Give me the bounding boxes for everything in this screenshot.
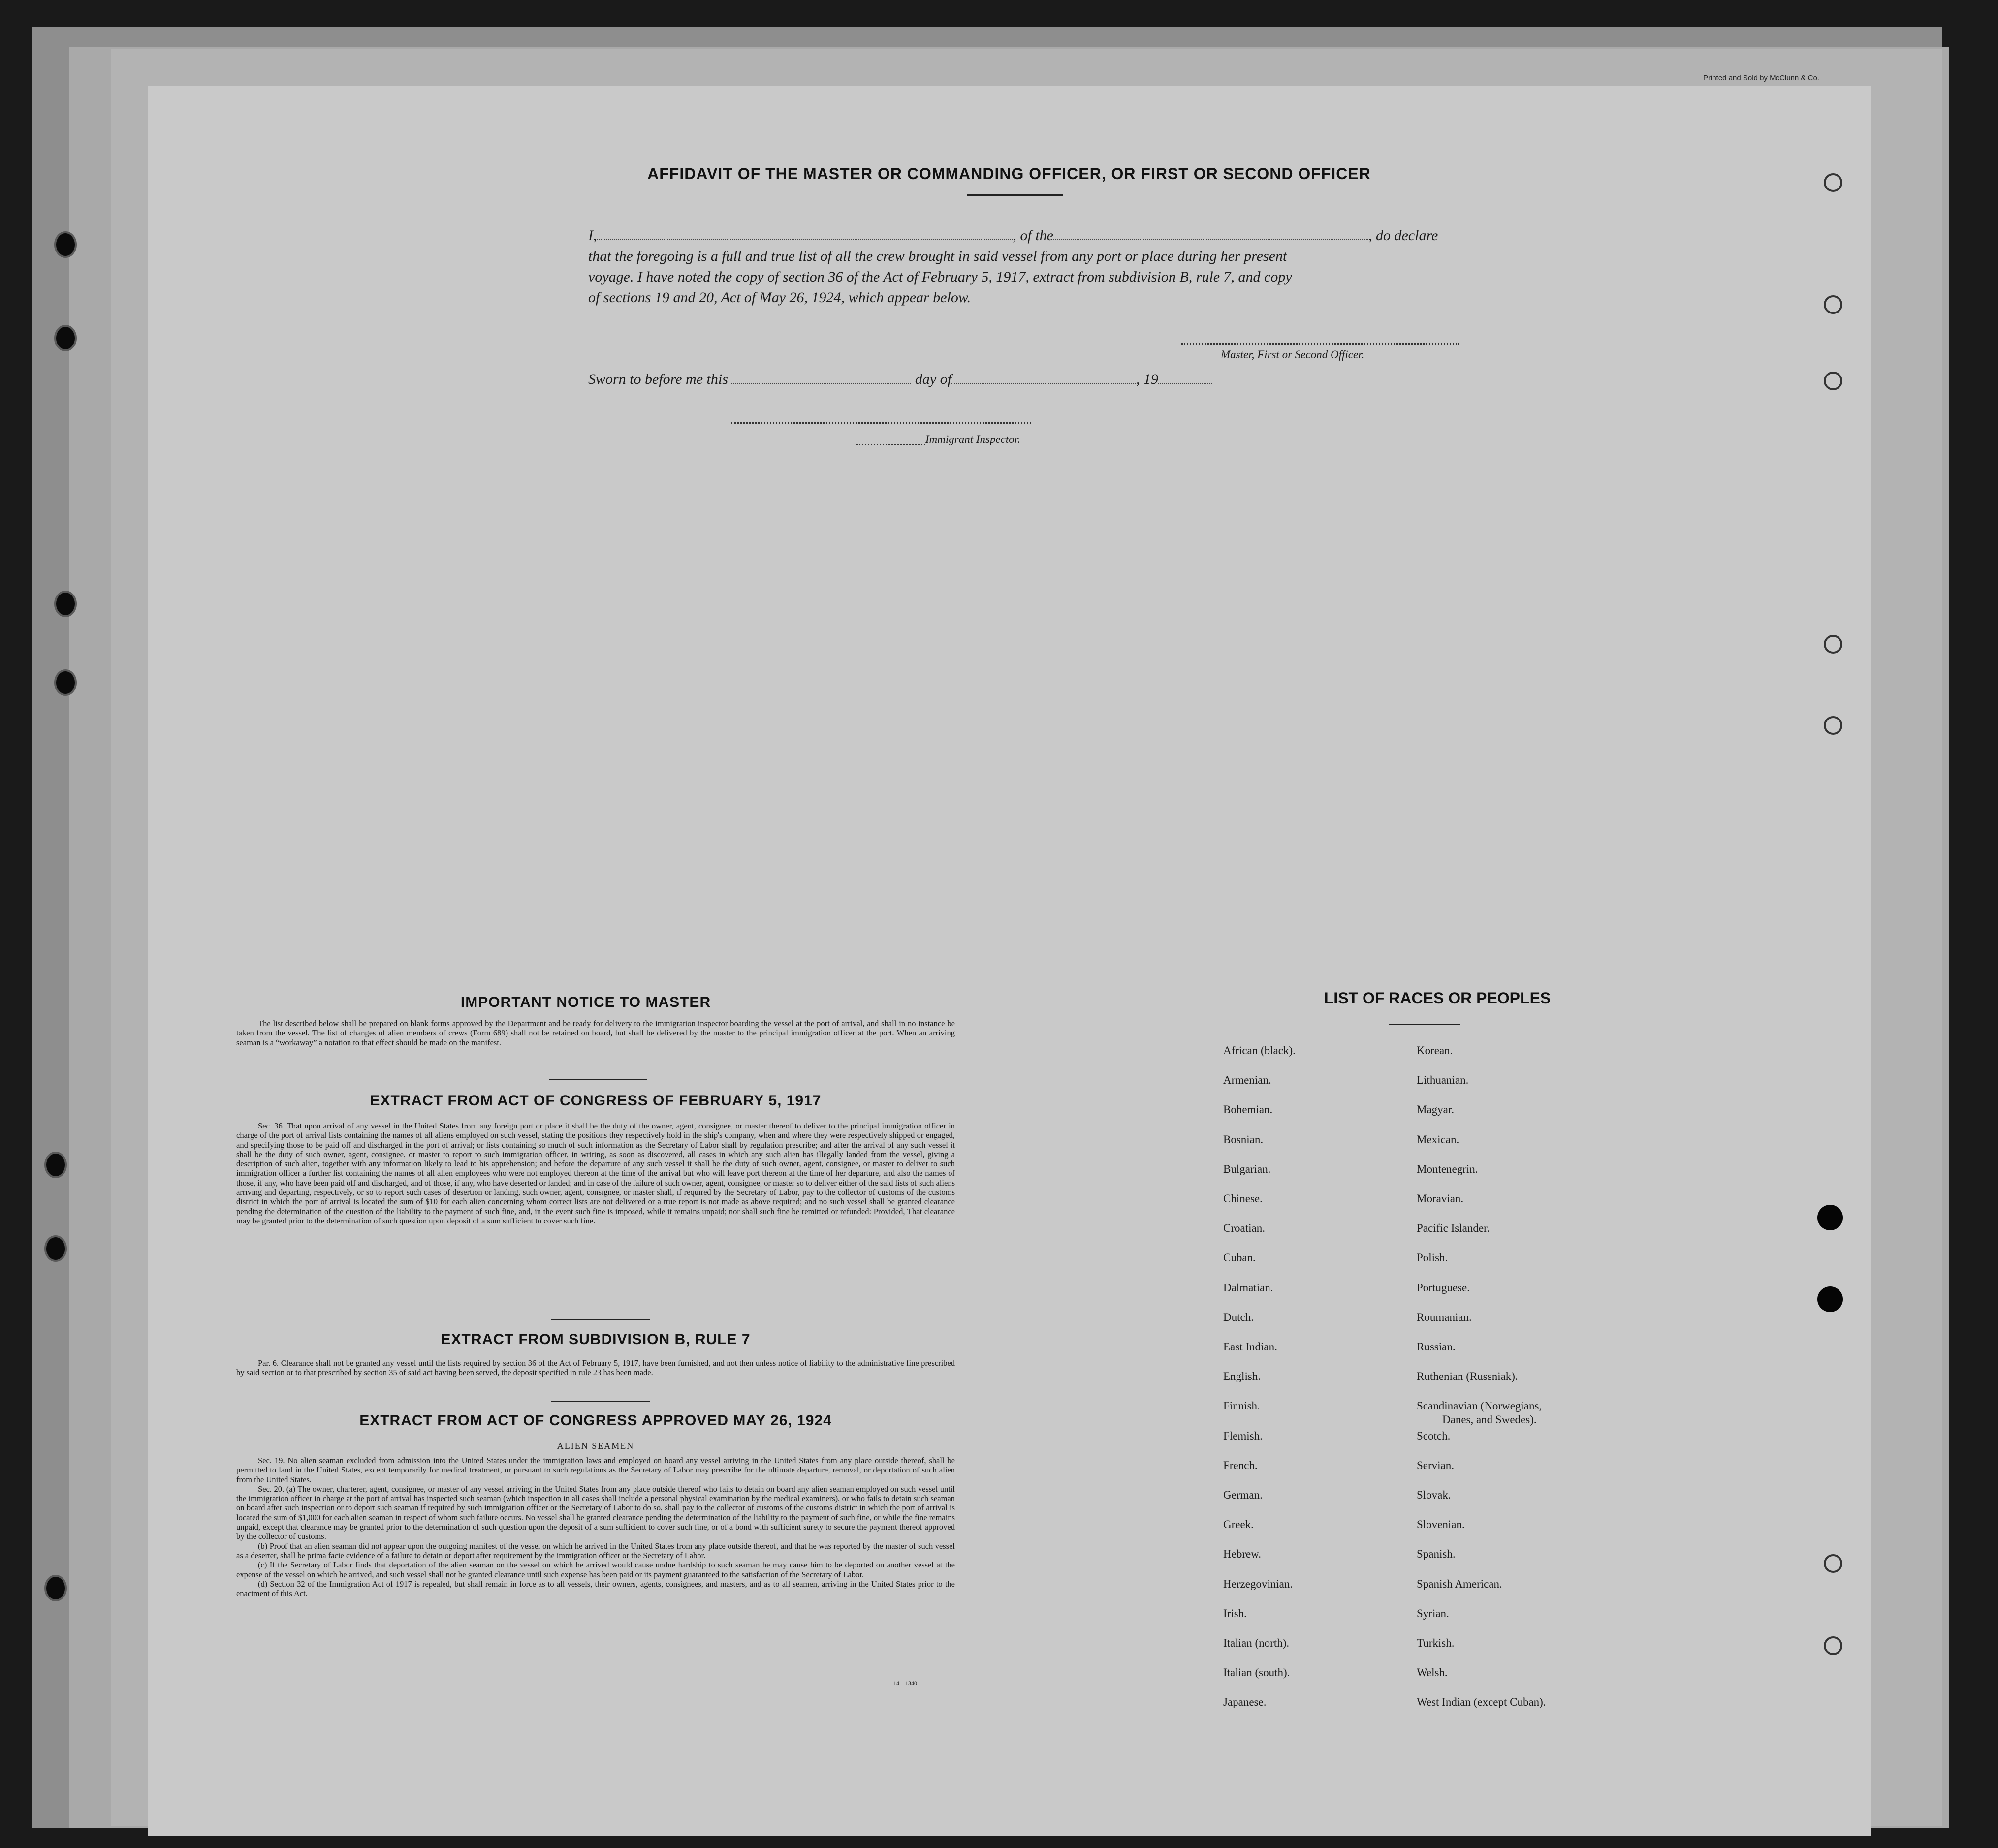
sworn-prefix: Sworn to before me this: [588, 371, 728, 387]
race-item: East Indian.: [1223, 1341, 1277, 1353]
notice-title: IMPORTANT NOTICE TO MASTER: [460, 994, 711, 1010]
race-item: Servian.: [1417, 1459, 1455, 1472]
par6-paragraph: Par. 6. Clearance shall not be granted any vessel until the lists required by section 36 of the Act of February 5, 1917, have been furnished, and not then unless notice of liability to the administrative fine prescribed by said section or to that prescribed by section 35 of said act having been served, the deposit specified in rule 23 has been made.: [236, 1358, 955, 1378]
divider: [549, 1079, 647, 1080]
race-item: Moravian.: [1417, 1192, 1464, 1205]
notice-text: [236, 1019, 955, 1047]
sworn-year-label: , 19: [1136, 371, 1159, 387]
race-item: Bosnian.: [1223, 1133, 1264, 1146]
race-item: Flemish.: [1223, 1429, 1263, 1442]
sec36-paragraph: Sec. 36. That upon arrival of any vessel in the United States from any foreign port or place it shall be the duty of the owner, agent, consignee, or master thereof to deliver to the principal immigration officer in charge of the port of arrival lists containing the names of all aliens employed on such vessel, stating the positions they respectively hold in the ship's company, when and where they were respectively shipped or engaged, and specifying those to be paid off and discharged in the port of arrival; or lists containing so much of such information as the Secretary of Labor shall by regulation prescribe; and after the arrival of any such vessel it shall be the duty of such owner, agent, consignee, or master to report to such immigration officer, in writing, as soon as discovered, all cases in which any such alien has illegally landed from the vessel, giving a description of such alien, together with any information likely to lead to his apprehension; and before the departure of any such vessel it shall be the duty of such owner, agent, consignee, or master to deliver to such immigration officer a further list containing the names of all alien employees who were not employed thereon at the time of the arrival but who will leave port thereon at the time of her departure, and also the names of those, if any, who have been paid off and discharged, and of those, if any, who have deserted or landed; and in case of the failure of such owner, agent, consignee, or master so to deliver either of the said lists of such aliens arriving and departing, respectively, or so to report such cases of desertion or landing, such owner, agent, consignee, or master shall, if required by the Secretary of Labor, pay to the collector of customs of the customs district in which the port of arrival is located the sum of $10 for each alien concerning whom correct lists are not delivered or a true report is not made as above required; and no such vessel shall be granted clearance pending the determination of the question of the liability to the payment of such fine, and, in the event such fine is imposed, while it remains unpaid; nor shall such fine be remitted or refunded: Provided, That clearance may be granted prior to the determination of such question upon deposit of a sum sufficient to cover such fine.: [236, 1121, 955, 1225]
inspector-dotted-lead: [856, 444, 925, 445]
extract-rule7-title: EXTRACT FROM SUBDIVISION B, RULE 7: [441, 1331, 751, 1347]
race-item: Turkish.: [1417, 1637, 1455, 1649]
race-item: Lithuanian.: [1417, 1074, 1469, 1087]
race-item: Polish.: [1417, 1252, 1448, 1264]
race-item: English.: [1223, 1370, 1261, 1383]
affidavit-line-2: that the foregoing is a full and true list of all the crew brought in said vessel from any port or place during her present: [588, 248, 1287, 264]
punch-ring: [1824, 635, 1842, 654]
sworn-line: [588, 369, 1212, 390]
affidavit-line-1: [588, 225, 1438, 246]
race-item: Scandinavian (Norwegians,: [1417, 1400, 1542, 1412]
race-item: Dutch.: [1223, 1311, 1254, 1323]
sec20a-paragraph: Sec. 20. (a) The owner, charterer, agent, consignee, or master of any vessel arriving in the United States from any place outside thereof who fails to detain on board any alien seaman employed on such vessel until the immigration officer in charge at the port of arrival has inspected such seaman (which inspection in all cases shall include a personal physical examination by the medical examiners), or who fails to detain such seaman on board after such inspection or to deport such seaman if required by such immigration officer or the Secretary of Labor to do so, shall pay to the collector of customs of the customs district in which the port of arrival is located the sum of $1,000 for each alien seaman in respect of whom such failure occurs. No vessel shall be granted clearance pending the determination of the liability to the payment of such fine, or while the fine remains unpaid, except that clearance may be granted prior to the determination of such question upon the deposit of a sum sufficient to cover such fine, or of a bond with sufficient surety to secure the payment thereof approved by the collector of customs.: [236, 1484, 955, 1541]
race-item: Magyar.: [1417, 1103, 1455, 1116]
divider: [551, 1319, 650, 1320]
binder-hole: [54, 231, 77, 258]
binder-hole: [54, 591, 77, 617]
binder-hole: [44, 1575, 67, 1601]
race-item: Korean.: [1417, 1044, 1453, 1057]
race-item: French.: [1223, 1459, 1258, 1472]
race-item: Montenegrin.: [1417, 1162, 1478, 1175]
race-item: Welsh.: [1417, 1666, 1448, 1679]
sec19-paragraph: Sec. 19. No alien seaman excluded from admission into the United States under the immigration laws and employed on board any vessel arriving in the United States from any place outside thereof, shall be permitted to land in the United States, except temporarily for medical treatment, or pursuant to such regulations as the Secretary of Labor may prescribe for the ultimate departure, removal, or deportation of such alien from the United States.: [236, 1456, 955, 1484]
sworn-month-field[interactable]: [951, 371, 1136, 384]
race-item: West Indian (except Cuban).: [1417, 1696, 1546, 1709]
extract-rule7-text: [236, 1358, 955, 1378]
race-item: Spanish.: [1417, 1548, 1456, 1561]
race-item: Bulgarian.: [1223, 1162, 1271, 1175]
race-item-continuation: Danes, and Swedes).: [1442, 1413, 1537, 1426]
affidavit-line-4: of sections 19 and 20, Act of May 26, 1924, which appear below.: [588, 289, 971, 306]
affidavit-line-1-end: , do declare: [1368, 227, 1438, 244]
race-item: Hebrew.: [1223, 1548, 1262, 1561]
name-field[interactable]: [597, 227, 1013, 240]
race-item: Chinese.: [1223, 1192, 1263, 1205]
form-number: 14—1340: [893, 1680, 917, 1687]
sworn-day-label: day of: [915, 371, 952, 387]
sec20b-paragraph: (b) Proof that an alien seaman did not appear upon the outgoing manifest of the vessel on which he arrived in the United States from any place outside thereof, and that he was reported by the master of such vessel as a deserter, shall be prima facie evidence of a failure to detain or deport after requirement by the immigration officer or the Secretary of Labor.: [236, 1541, 955, 1560]
race-item: Finnish.: [1223, 1400, 1260, 1412]
race-item: Syrian.: [1417, 1607, 1449, 1620]
extract-1924-text: [236, 1456, 955, 1598]
sec20c-paragraph: (c) If the Secretary of Labor finds that deportation of the alien seaman on the vessel on which he arrived would cause undue hardship to such seaman he may cause him to be deported on another vessel at the expense of the vessel on which he arrived, and such vessel shall not be granted clearance until such expense has been paid or its payment guaranteed to the satisfaction of the Secretary of Labor.: [236, 1560, 955, 1579]
divider: [551, 1401, 650, 1402]
race-item: Scotch.: [1417, 1429, 1451, 1442]
punch-hole: [1817, 1205, 1843, 1230]
punch-hole: [1817, 1286, 1843, 1312]
race-item: Russian.: [1417, 1341, 1456, 1353]
punch-ring: [1824, 716, 1842, 735]
punch-ring: [1824, 372, 1842, 390]
vessel-field[interactable]: [1053, 227, 1368, 240]
binder-hole: [44, 1152, 67, 1178]
punch-ring: [1824, 1554, 1842, 1573]
divider: [1389, 1024, 1460, 1025]
race-item: Italian (north).: [1223, 1637, 1290, 1649]
race-item: Slovak.: [1417, 1489, 1451, 1501]
punch-ring: [1824, 1636, 1842, 1655]
alien-seamen-subtitle: ALIEN SEAMEN: [557, 1441, 634, 1451]
binder-hole: [54, 325, 77, 351]
race-item: Mexican.: [1417, 1133, 1459, 1146]
notice-paragraph: The list described below shall be prepared on blank forms approved by the Department and be ready for delivery to the immigration inspector boarding the vessel at the port of arrival, and shall in no instance be taken from the vessel. The list of changes of alien members of crews (Form 689) shall not be retained on board, but shall be delivered by the master to the principal immigration officer at the port. When an arriving seaman is a “workaway” a notation to that effect should be made on the manifest.: [236, 1019, 955, 1047]
race-item: Roumanian.: [1417, 1311, 1472, 1323]
extract-1917-title: EXTRACT FROM ACT OF CONGRESS OF FEBRUARY 5, 1917: [370, 1093, 822, 1109]
race-item: Croatian.: [1223, 1222, 1265, 1235]
binder-hole: [54, 669, 77, 696]
printer-note: Printed and Sold by McClunn & Co.: [1703, 74, 1819, 82]
divider: [967, 194, 1063, 196]
binder-hole: [44, 1235, 67, 1262]
race-item: German.: [1223, 1489, 1263, 1501]
sec20d-paragraph: (d) Section 32 of the Immigration Act of 1917 is repealed, but shall remain in force as to all vessels, their owners, agents, consignees, and masters, and as to all seamen, arriving in the United States prior to the enactment of this Act.: [236, 1579, 955, 1598]
race-item: Bohemian.: [1223, 1103, 1273, 1116]
punch-ring: [1824, 295, 1842, 314]
race-item: African (black).: [1223, 1044, 1296, 1057]
extract-1924-title: EXTRACT FROM ACT OF CONGRESS APPROVED MAY 26, 1924: [359, 1412, 832, 1429]
races-title: LIST OF RACES OR PEOPLES: [1324, 989, 1551, 1007]
race-item: Herzegovinian.: [1223, 1577, 1293, 1590]
race-item: Pacific Islander.: [1417, 1222, 1490, 1235]
inspector-signature-line[interactable]: [731, 422, 1031, 424]
race-item: Greek.: [1223, 1518, 1254, 1531]
race-item: Irish.: [1223, 1607, 1247, 1620]
affidavit-title: AFFIDAVIT OF THE MASTER OR COMMANDING OFFICER, OR FIRST OR SECOND OFFICER: [647, 165, 1371, 183]
affidavit-line-3: voyage. I have noted the copy of section 36 of the Act of February 5, 1917, extract from subdivision B, rule 7, and copy: [588, 269, 1292, 285]
race-item: Cuban.: [1223, 1252, 1256, 1264]
inspector-label: Immigrant Inspector.: [925, 433, 1020, 445]
race-item: Ruthenian (Russniak).: [1417, 1370, 1518, 1383]
master-signature-line[interactable]: [1181, 343, 1459, 345]
sworn-year-field[interactable]: [1158, 371, 1212, 384]
affidavit-line-1-start: I,: [588, 227, 597, 244]
race-item: Japanese.: [1223, 1696, 1267, 1709]
race-item: Armenian.: [1223, 1074, 1271, 1087]
race-item: Dalmatian.: [1223, 1281, 1273, 1294]
race-item: Italian (south).: [1223, 1666, 1290, 1679]
affidavit-line-1-mid: , of the: [1013, 227, 1053, 244]
race-item: Spanish American.: [1417, 1577, 1502, 1590]
master-signature-label: Master, First or Second Officer.: [1221, 348, 1364, 361]
sworn-day-field[interactable]: [731, 371, 911, 384]
race-item: Slovenian.: [1417, 1518, 1465, 1531]
extract-1917-text: [236, 1121, 955, 1225]
race-item: Portuguese.: [1417, 1281, 1470, 1294]
